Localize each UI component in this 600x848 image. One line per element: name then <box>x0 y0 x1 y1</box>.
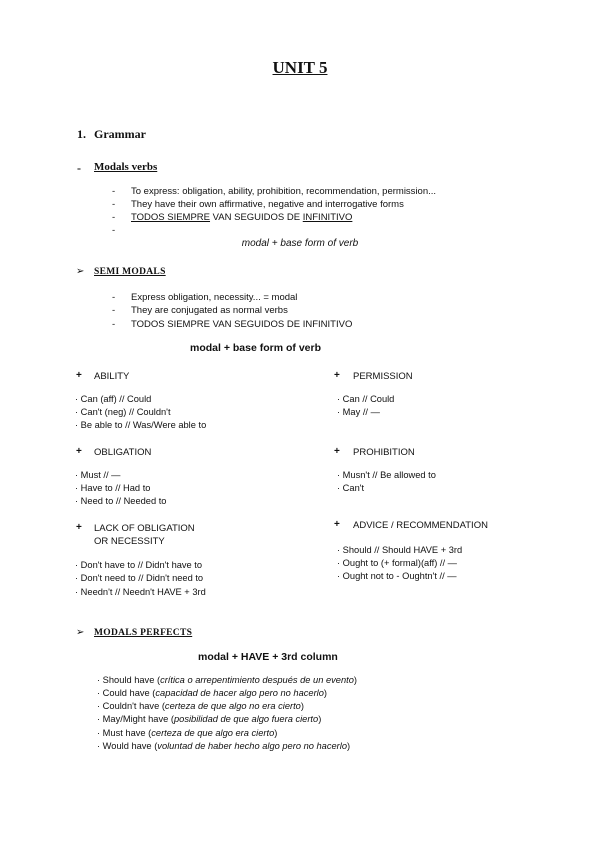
perfect-entry <box>97 714 321 724</box>
perfect-meaning: voluntad de haber hecho algo pero no hacerlo <box>157 741 347 751</box>
obligation-entry: · Have to // Had to <box>75 483 151 493</box>
ability-entry: · Be able to // Was/Were able to <box>75 420 207 430</box>
plus-icon: + <box>76 370 82 381</box>
ability-entry: · Can (aff) // Could <box>75 394 152 404</box>
modals-heading: Modals verbs <box>94 161 158 173</box>
perfect-entry <box>97 675 357 685</box>
category-obligation-title: OBLIGATION <box>94 447 152 458</box>
perfect-verb: · Couldn't have ( <box>97 701 165 711</box>
prohibition-entry: · Can't <box>337 483 365 493</box>
category-lack-title: LACK OF OBLIGATION <box>94 523 195 534</box>
section-number: 1. <box>77 127 86 141</box>
perfect-close: ) <box>300 701 304 711</box>
permission-entry: · May // — <box>337 407 380 417</box>
arrow-bullet-icon: ➢ <box>76 627 85 638</box>
perfect-close: ) <box>353 675 357 685</box>
perfects-heading: MODALS PERFECTS <box>94 628 193 638</box>
rule-line <box>131 212 352 223</box>
plus-icon: + <box>334 519 340 530</box>
obligation-entry: · Must // — <box>75 470 121 480</box>
list-item: They have their own affirmative, negative and interrogative forms <box>131 199 404 210</box>
plus-icon: + <box>76 522 82 533</box>
perfect-meaning: certeza de que algo no era cierto <box>164 701 301 711</box>
rule-part-1: TODOS SIEMPRE <box>131 212 211 223</box>
advice-entry: · Ought not to - Oughtn't // — <box>337 571 457 581</box>
perfect-entry <box>97 701 304 711</box>
perfect-meaning: posibilidad de que algo fuera cierto <box>173 714 319 724</box>
plus-icon: + <box>76 446 82 457</box>
list-item: TODOS SIEMPRE VAN SEGUIDOS DE INFINITIVO <box>131 319 353 330</box>
perfect-verb: · May/Might have ( <box>97 714 174 724</box>
perfect-meaning: certeza de que algo era cierto <box>151 728 275 738</box>
lack-entry: · Don't need to // Didn't need to <box>75 573 204 583</box>
obligation-entry: · Need to // Needed to <box>75 496 167 506</box>
category-lack-title-line2: OR NECESSITY <box>94 536 165 547</box>
bullet-dash: - <box>112 305 116 316</box>
perfects-formula: modal + HAVE + 3rd column <box>198 651 338 663</box>
advice-entry: · Ought to (+ formal)(aff) // — <box>337 558 457 568</box>
plus-icon: + <box>334 370 340 381</box>
perfect-close: ) <box>347 741 351 751</box>
perfect-close: ) <box>274 728 278 738</box>
section-dash: - <box>77 161 81 175</box>
perfect-verb: · Should have ( <box>97 675 161 685</box>
lack-entry: · Don't have to // Didn't have to <box>75 560 203 570</box>
advice-entry: · Should // Should HAVE + 3rd <box>337 545 463 555</box>
ability-entry: · Can't (neg) // Couldn't <box>75 407 171 417</box>
list-item: They are conjugated as normal verbs <box>131 305 288 316</box>
category-ability-title: ABILITY <box>94 371 130 382</box>
list-item: To express: obligation, ability, prohibition, recommendation, permission... <box>131 186 437 197</box>
arrow-bullet-icon: ➢ <box>76 266 85 277</box>
bullet-dash: - <box>112 225 116 236</box>
bullet-dash: - <box>112 319 116 330</box>
bullet-dash: - <box>112 292 116 303</box>
lack-entry: · Needn't // Needn't HAVE + 3rd <box>75 587 206 597</box>
plus-icon: + <box>334 446 340 457</box>
perfect-entry <box>97 728 277 738</box>
semi-modals-heading: SEMI MODALS <box>94 267 166 277</box>
bullet-dash: - <box>112 186 116 197</box>
category-advice-title: ADVICE / RECOMMENDATION <box>353 520 488 531</box>
perfect-verb: · Must have ( <box>97 728 152 738</box>
page-title: UNIT 5 <box>272 58 328 77</box>
perfect-meaning: crítica o arrepentimiento después de un evento <box>160 675 354 685</box>
rule-part-3: INFINITIVO <box>302 212 353 223</box>
perfect-entry <box>97 688 327 698</box>
category-prohibition-title: PROHIBITION <box>353 447 415 458</box>
bullet-dash: - <box>112 199 116 210</box>
list-item: Express obligation, necessity... = modal <box>131 292 298 303</box>
section-title: Grammar <box>94 127 146 141</box>
perfect-meaning: capacidad de hacer algo pero no hacerlo <box>155 688 324 698</box>
perfect-entry <box>97 741 350 751</box>
prohibition-entry: · Musn't // Be allowed to <box>337 470 436 480</box>
perfect-verb: · Could have ( <box>97 688 156 698</box>
rule-part-2: VAN SEGUIDOS DE <box>210 212 303 223</box>
modals-formula: modal + base form of verb <box>241 238 359 249</box>
category-permission-title: PERMISSION <box>353 371 413 382</box>
perfect-verb: · Would have ( <box>97 741 158 751</box>
perfect-close: ) <box>318 714 322 724</box>
semi-modals-formula: modal + base form of verb <box>190 342 321 354</box>
perfect-close: ) <box>323 688 328 698</box>
bullet-dash: - <box>112 212 116 223</box>
permission-entry: · Can // Could <box>337 394 395 404</box>
